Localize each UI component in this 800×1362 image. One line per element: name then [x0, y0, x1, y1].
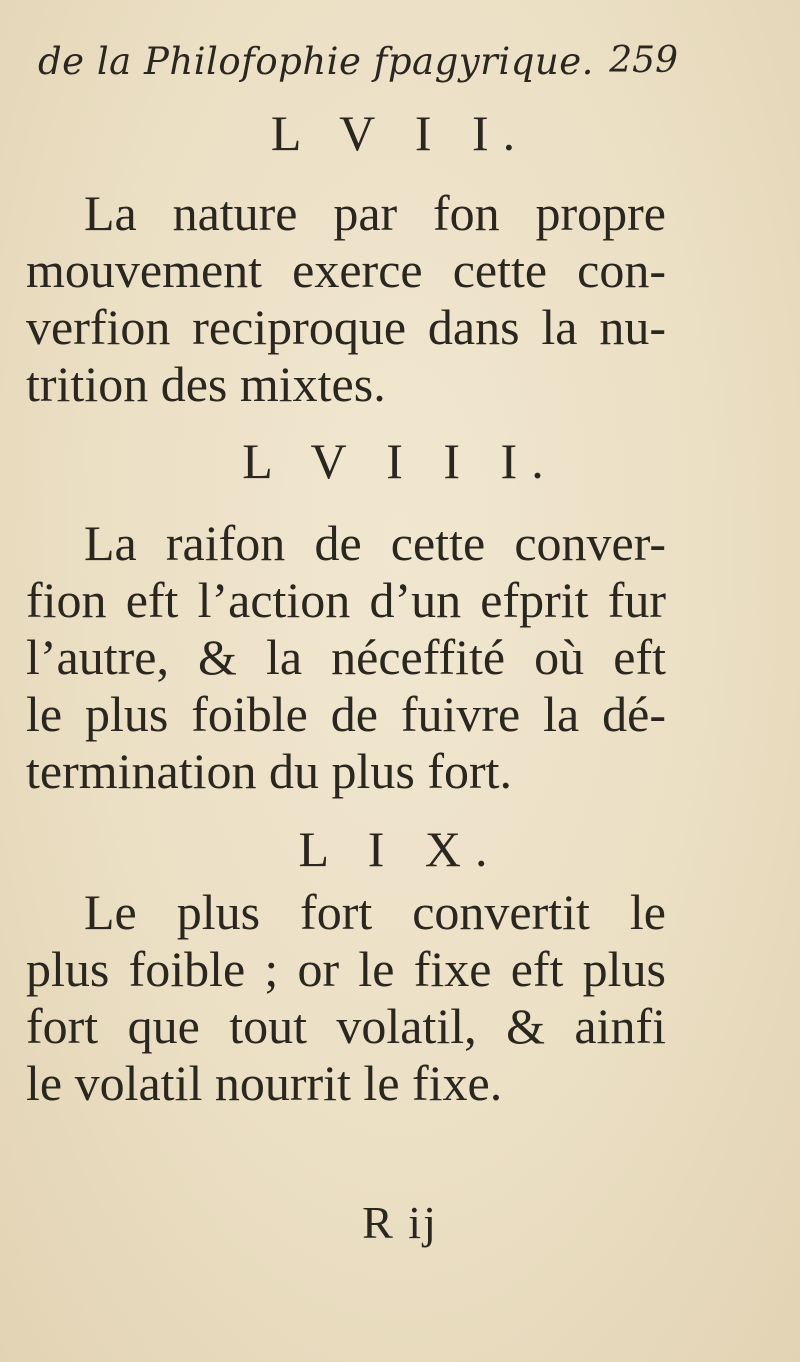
paragraph-line: plus foible ; or le fixe eft plus: [26, 941, 666, 997]
paragraph-line: fort que tout volatil, & ainfi: [26, 998, 666, 1054]
paragraph-line: Le plus fort convertit le: [84, 884, 666, 940]
section-heading-lix: L I X.: [298, 821, 502, 877]
paragraph-lvii: [26, 185, 666, 413]
paragraph-line: mouvement exerce cette con-: [26, 242, 666, 298]
section-heading-lviii: L V I I I.: [242, 433, 558, 489]
paragraph-lviii: [26, 515, 666, 800]
paragraph-line: le plus foible de fuivre la dé-: [26, 686, 666, 742]
paragraph-line: La nature par fon propre: [84, 185, 666, 241]
paragraph-line: verfion reciproque dans la nu-: [26, 299, 666, 355]
page-header: [38, 40, 678, 90]
running-title: de la Philofophie fpagyrique.: [38, 40, 594, 83]
paragraph-line: l’autre, & la néceffité où eft: [26, 629, 666, 685]
paragraph-lix: [26, 884, 666, 1112]
signature-mark: R ij: [362, 1197, 438, 1248]
section-heading-lvii: L V I I.: [270, 105, 530, 161]
paragraph-line: le volatil nourrit le fixe.: [26, 1055, 503, 1111]
paragraph-line: trition des mixtes.: [26, 356, 386, 412]
paragraph-line: La raifon de cette conver-: [84, 515, 666, 571]
page-number: 259: [609, 40, 678, 81]
paragraph-line: termination du plus fort.: [26, 743, 513, 799]
paragraph-line: fion eft l’action d’un efprit fur: [26, 572, 666, 628]
